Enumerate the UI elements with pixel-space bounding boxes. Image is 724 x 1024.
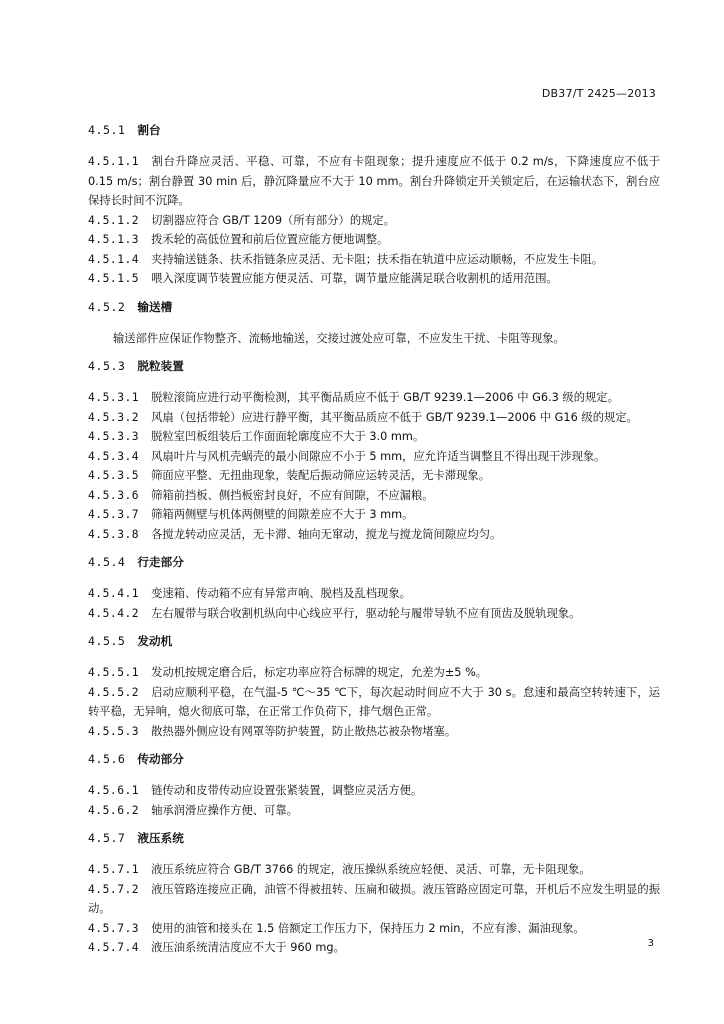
clause-text: 各搅龙转动应灵活，无卡滞、轴向无窜动，搅龙与搅龙筒间隙应均匀。 — [151, 527, 502, 541]
section-number: 4.5.4 — [88, 555, 126, 569]
clause-text: 链传动和皮带传动应设置张紧装置，调整应灵活方便。 — [151, 784, 423, 797]
clause — [88, 427, 660, 447]
section-title: 割台 — [137, 123, 161, 137]
clause-text: 液压管路连接应正确，油管不得被扭转、压扁和破损。液压管路应固定可靠，开机后不应发生明显的振动。 — [88, 882, 660, 915]
clause — [88, 211, 660, 231]
clause — [88, 408, 660, 428]
section-heading — [88, 120, 660, 140]
section-number: 4.5.7 — [88, 831, 126, 845]
clause-number: 4.5.5.1 — [88, 666, 140, 679]
clause — [88, 486, 660, 506]
clause — [88, 781, 660, 801]
page-number: 3 — [647, 938, 654, 949]
clause — [88, 801, 660, 821]
clause — [88, 152, 660, 211]
document-body — [88, 112, 660, 958]
section-heading — [88, 631, 660, 651]
clause — [88, 230, 660, 250]
clause — [88, 880, 660, 919]
clause-text: 拨禾轮的高低位置和前后位置应能方便地调整。 — [151, 233, 389, 246]
clause-text: 发动机按规定磨合后，标定功率应符合标牌的规定，允差为±5 %。 — [151, 666, 488, 679]
clause-text: 变速箱、传动箱不应有异常声响、脱档及乱档现象。 — [151, 587, 411, 600]
section-paragraph: 输送部件应保证作物整齐、流畅地输送，交接过渡处应可靠，不应发生干扰、卡阻等现象。 — [113, 331, 565, 345]
clause — [88, 466, 660, 486]
clause — [88, 584, 660, 604]
section-heading — [88, 749, 660, 769]
clause-number: 4.5.1.3 — [88, 233, 140, 246]
section-title: 传动部分 — [137, 752, 184, 766]
clause-text: 喂入深度调节装置应能方便灵活、可靠，调节量应能满足联合收割机的适用范围。 — [151, 272, 558, 285]
clause-text: 启动应顺利平稳，在气温-5 ℃～35 ℃下，每次起动时间应不大于 30 s。怠速和最高空转转速下，运转平稳，无异响，熄火彻底可靠，在正常工作负荷下，排气烟色正常。 — [88, 685, 660, 718]
clause-text: 左右履带与联合收割机纵向中心线应平行，驱动轮与履带导轨不应有顶齿及脱轨现象。 — [151, 606, 581, 620]
clause-number: 4.5.7.1 — [88, 863, 140, 876]
clause-number: 4.5.3.4 — [88, 449, 140, 463]
clause-number: 4.5.1.4 — [88, 252, 140, 266]
clause-number: 4.5.1.2 — [88, 213, 140, 227]
clause-text: 轴承润滑应操作方便、可靠。 — [151, 803, 298, 817]
clause-text: 筛箱前挡板、侧挡板密封良好，不应有间隙，不应漏粮。 — [151, 488, 434, 502]
clause-number: 4.5.5.3 — [88, 724, 140, 738]
clause-number: 4.5.1.5 — [88, 272, 140, 285]
clause-number: 4.5.7.2 — [88, 882, 140, 896]
section-title: 输送槽 — [137, 299, 173, 314]
clause — [88, 860, 660, 880]
section-number: 4.5.6 — [88, 752, 126, 766]
section-number: 4.5.3 — [88, 359, 126, 373]
section-heading — [88, 552, 660, 572]
clause-number: 4.5.1.1 — [88, 155, 140, 168]
clause-text: 使用的油管和接头在 1.5 倍额定工作压力下，保持压力 2 min，不应有渗、漏油现象。 — [151, 921, 585, 935]
section-heading — [88, 297, 660, 317]
clause-number: 4.5.3.2 — [88, 410, 140, 424]
document-code: DB37/T 2425—2013 — [541, 87, 656, 100]
clause — [88, 938, 660, 958]
section-title: 脱粒装置 — [137, 359, 184, 373]
clause — [88, 447, 660, 467]
section-number: 4.5.1 — [88, 123, 126, 137]
clause — [88, 683, 660, 722]
clause — [88, 250, 660, 270]
clause-text: 脱粒室凹板组装后工作面面轮廓度应不大于 3.0 mm。 — [151, 430, 425, 443]
clause-text: 筛面应平整、无扭曲现象，装配后振动筛应运转灵活，无卡滞现象。 — [151, 469, 491, 482]
clause-text: 液压系统应符合 GB/T 3766 的规定，液压操纵系统应轻便、灵活、可靠，无卡阻现象。 — [151, 863, 591, 876]
clause-number: 4.5.3.3 — [88, 430, 140, 443]
clause-number: 4.5.3.1 — [88, 391, 140, 404]
clause-text: 脱粒滚筒应进行动平衡检测，其平衡品质应不低于 GB/T 9239.1—2006 中 G6.3 级的规定。 — [151, 391, 619, 404]
clause-text: 夹持输送链条、扶禾指链条应灵活、无卡阻；扶禾指在轨道中应运动顺畅，不应发生卡阻。 — [151, 252, 603, 266]
clause-text: 切割器应符合 GB/T 1209（所有部分）的规定。 — [151, 213, 396, 227]
clause — [88, 919, 660, 939]
clause — [88, 388, 660, 408]
clause-text: 筛箱两侧壁与机体两侧壁的间隙差应不大于 3 mm。 — [151, 508, 414, 521]
clause-number: 4.5.7.3 — [88, 921, 140, 935]
section-heading — [88, 828, 660, 848]
clause-number: 4.5.3.8 — [88, 527, 140, 541]
clause-number: 4.5.5.2 — [88, 685, 140, 699]
clause-number: 4.5.4.1 — [88, 587, 140, 600]
clause-number: 4.5.7.4 — [88, 941, 140, 954]
clause-number: 4.5.6.1 — [88, 784, 140, 797]
clause — [88, 722, 660, 742]
section-title: 行走部分 — [137, 555, 184, 569]
clause-text: 风扇（包括带轮）应进行静平衡，其平衡品质应不低于 GB/T 9239.1—2006 中 G16 级的规定。 — [151, 410, 638, 424]
clause — [88, 663, 660, 683]
clause-number: 4.5.6.2 — [88, 803, 140, 817]
section-number: 4.5.5 — [88, 634, 126, 648]
section-title: 发动机 — [137, 634, 173, 648]
clause-text: 风扇叶片与风机壳蜗壳的最小间隙应不小于 5 mm，应允许适当调整且不得出现干涉现象。 — [151, 449, 606, 463]
clause-number: 4.5.3.5 — [88, 469, 140, 482]
clause — [88, 505, 660, 525]
clause-number: 4.5.3.7 — [88, 508, 140, 521]
section-heading — [88, 356, 660, 376]
clause-text: 液压油系统清洁度应不大于 960 mg。 — [151, 941, 345, 954]
clause-number: 4.5.3.6 — [88, 488, 140, 502]
clause-text: 散热器外侧应设有网罩等防护装置，防止散热芯被杂物堵塞。 — [151, 724, 457, 738]
section-number: 4.5.2 — [88, 299, 126, 314]
clause-text: 割台升降应灵活、平稳、可靠，不应有卡阻现象；提升速度应不低于 0.2 m/s，下降速度应不低于 0.15 m/s；割台静置 30 min 后，静沉降量应不大于 10 mm。割台升降锁定开关锁定后，在运输状态下，割台应保持长时间不沉降。 — [88, 155, 660, 207]
clause — [88, 525, 660, 545]
clause-number: 4.5.4.2 — [88, 606, 140, 620]
section-title: 液压系统 — [137, 831, 184, 845]
clause — [88, 269, 660, 289]
clause — [88, 604, 660, 624]
